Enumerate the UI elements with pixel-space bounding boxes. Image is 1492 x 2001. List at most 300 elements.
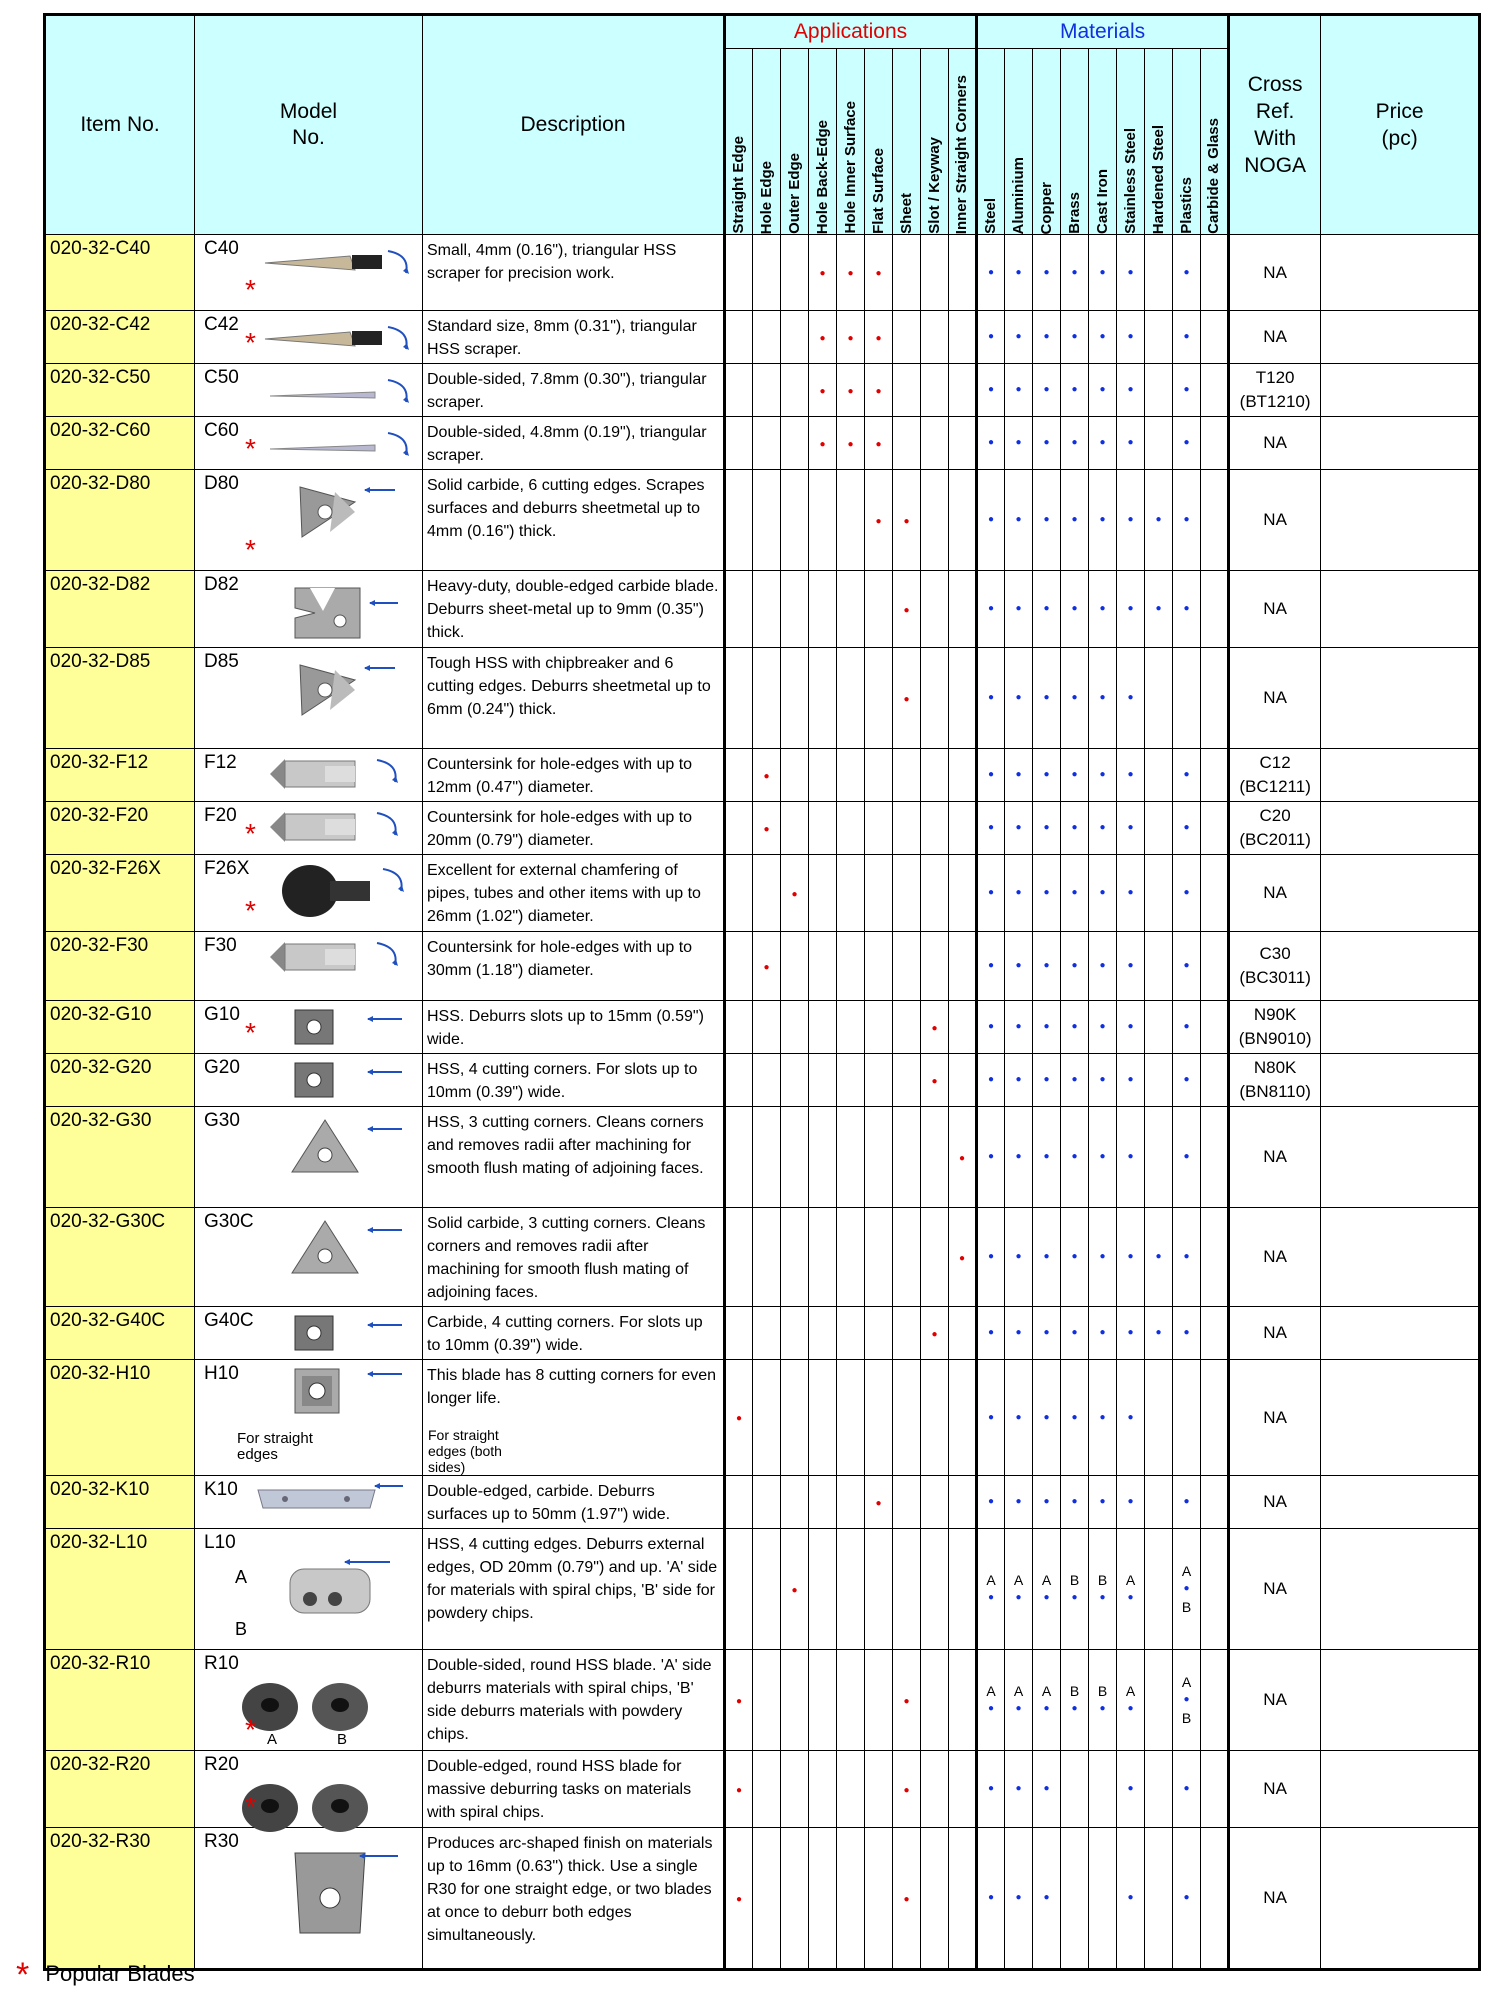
side-b-label: B	[337, 1731, 348, 1748]
mat-dot-icon: ●	[988, 266, 995, 278]
app-cell	[893, 932, 921, 1001]
app-cell	[753, 1529, 781, 1650]
app-cell	[781, 1054, 809, 1107]
arc-blade-icon	[290, 1848, 400, 1943]
app-cell	[865, 470, 893, 571]
app-cell	[865, 571, 893, 648]
header-app-col: Hole Inner Surface	[837, 49, 865, 235]
double-scraper-icon	[260, 376, 410, 411]
mat-cell	[1033, 1360, 1061, 1476]
mat-cell	[1117, 1107, 1145, 1208]
price	[1321, 1208, 1480, 1307]
app-dot-icon: ●	[875, 1497, 882, 1509]
mat-cell	[1117, 571, 1145, 648]
description: Heavy-duty, double-edged carbide blade. Deburrs sheet-metal up to 9mm (0.35") thick.	[423, 571, 725, 648]
popular-star-icon: *	[245, 1714, 256, 1745]
table-row	[45, 1307, 1480, 1360]
mat-cell	[1201, 1001, 1229, 1054]
mat-cell	[1173, 932, 1201, 1001]
description: Solid carbide, 6 cutting edges. Scrapes surfaces and deburrs sheetmetal up to 4mm (0.16") thick.	[423, 470, 725, 571]
model-no: C42	[204, 314, 239, 335]
model-cell	[195, 1650, 423, 1751]
countersink-icon	[265, 754, 415, 799]
mat-cell	[977, 417, 1005, 470]
mat-dot-icon: ●	[1183, 1496, 1190, 1507]
mat-cell	[1117, 749, 1145, 802]
app-cell	[809, 1529, 837, 1650]
model-cell	[195, 417, 423, 470]
description: HSS. Deburrs slots up to 15mm (0.59") wide.	[423, 1001, 725, 1054]
mat-cell	[1089, 802, 1117, 855]
mat-cell	[1089, 364, 1117, 417]
item-no: 020-32-F20	[45, 802, 195, 855]
model-cell	[195, 1529, 423, 1650]
mat-cell	[977, 571, 1005, 648]
app-cell	[893, 1650, 921, 1751]
mat-dot-icon: ●	[1183, 266, 1190, 278]
side-label: A	[1125, 1572, 1136, 1588]
app-cell	[921, 802, 949, 855]
mat-cell	[1173, 311, 1201, 364]
mat-cell	[1005, 1208, 1033, 1307]
mat-dot-icon: ●	[1071, 1251, 1078, 1262]
mat-cell	[1145, 1307, 1173, 1360]
mat-dot-icon: ●	[1155, 1251, 1162, 1262]
mat-cell	[1061, 1208, 1089, 1307]
price	[1321, 1054, 1480, 1107]
mat-cell	[1033, 1107, 1061, 1208]
header-mat-col: Cast Iron	[1089, 49, 1117, 235]
app-cell	[781, 311, 809, 364]
mat-cell	[1145, 311, 1173, 364]
table-row	[45, 364, 1480, 417]
mat-cell	[1145, 470, 1173, 571]
mat-cell	[1117, 802, 1145, 855]
mat-cell	[1061, 855, 1089, 932]
app-cell	[753, 417, 781, 470]
mat-dot-icon: ●	[988, 1496, 995, 1507]
table-row	[45, 855, 1480, 932]
mat-cell	[1005, 932, 1033, 1001]
app-cell	[753, 470, 781, 571]
app-cell	[893, 1001, 921, 1054]
mat-dot-icon: ●	[1183, 514, 1190, 525]
triangle-scraper-icon	[260, 247, 410, 282]
mat-cell	[1117, 1307, 1145, 1360]
model-no: R20	[204, 1754, 239, 1775]
app-cell	[865, 1307, 893, 1360]
mat-dot-icon: ●	[1071, 1592, 1078, 1603]
mat-dot-icon: ●	[988, 1892, 995, 1903]
app-cell	[865, 1054, 893, 1107]
mat-dot-icon: ●	[1127, 769, 1134, 780]
mat-dot-icon: ●	[1183, 1151, 1190, 1162]
app-cell	[781, 571, 809, 648]
side-label: A	[1041, 1572, 1052, 1588]
cross-ref: NA	[1229, 1751, 1321, 1828]
mat-cell	[977, 1001, 1005, 1054]
item-no: 020-32-C40	[45, 235, 195, 311]
mat-cell	[1089, 235, 1117, 311]
app-cell	[781, 1307, 809, 1360]
mat-dot-icon: ●	[1043, 1592, 1050, 1603]
app-cell	[865, 235, 893, 311]
app-cell	[725, 1476, 753, 1529]
header-price: Price (pc)	[1321, 15, 1480, 235]
cross-ref: NA	[1229, 1529, 1321, 1650]
mat-cell	[1201, 1476, 1229, 1529]
mat-cell	[1117, 364, 1145, 417]
item-no: 020-32-G10	[45, 1001, 195, 1054]
mat-dot-icon: ●	[1099, 1251, 1106, 1262]
app-cell	[949, 1107, 977, 1208]
popular-star-icon: *	[16, 1956, 30, 1994]
model-no: D85	[204, 651, 239, 672]
app-cell	[809, 749, 837, 802]
mat-cell	[977, 749, 1005, 802]
app-dot-icon: ●	[735, 1695, 743, 1707]
app-dot-icon: ●	[959, 1252, 966, 1264]
mat-dot-icon: ●	[1015, 1592, 1022, 1603]
side-label: A	[1013, 1683, 1024, 1699]
app-cell	[949, 1650, 977, 1751]
mat-dot-icon: ●	[988, 692, 995, 703]
description: Small, 4mm (0.16"), triangular HSS scraper for precision work.	[423, 235, 725, 311]
mat-dot-icon: ●	[988, 960, 995, 971]
mat-cell	[1201, 802, 1229, 855]
mat-cell	[1173, 1360, 1201, 1476]
mat-cell	[1089, 855, 1117, 932]
mat-cell	[1033, 1828, 1061, 1970]
mat-cell	[1005, 470, 1033, 571]
description: Double-edged, carbide. Deburrs surfaces up to 50mm (1.97") wide.	[423, 1476, 725, 1529]
mat-cell	[1145, 802, 1173, 855]
mat-cell	[1117, 1208, 1145, 1307]
mat-dot-icon: ●	[1099, 603, 1106, 614]
app-cell	[865, 802, 893, 855]
price	[1321, 1650, 1480, 1751]
mat-cell	[1033, 470, 1061, 571]
mat-cell	[1089, 470, 1117, 571]
mat-dot-icon: ●	[1071, 1703, 1078, 1714]
app-cell	[809, 1054, 837, 1107]
mat-dot-icon: ●	[1127, 822, 1134, 833]
mat-dot-icon: ●	[1183, 769, 1190, 780]
app-dot-icon: ●	[903, 1695, 910, 1707]
mat-cell	[977, 1751, 1005, 1828]
mat-cell	[1173, 1650, 1201, 1751]
mat-cell	[1089, 1751, 1117, 1828]
mat-cell	[1117, 1529, 1145, 1650]
mat-cell	[1033, 364, 1061, 417]
app-cell	[921, 417, 949, 470]
mat-cell	[1201, 855, 1229, 932]
app-dot-icon: ●	[903, 604, 910, 616]
app-cell	[725, 1360, 753, 1476]
mat-dot-icon: ●	[1099, 887, 1106, 898]
mat-dot-icon: ●	[1099, 1021, 1106, 1032]
app-cell	[809, 648, 837, 749]
side-label: A	[986, 1572, 996, 1588]
app-cell	[837, 571, 865, 648]
app-cell	[837, 1208, 865, 1307]
mat-dot-icon: ●	[1127, 692, 1134, 703]
app-cell	[949, 364, 977, 417]
mat-dot-icon: ●	[1099, 960, 1106, 971]
mat-cell	[1033, 1476, 1061, 1529]
mat-dot-icon: ●	[1015, 1251, 1022, 1262]
app-dot-icon: ●	[875, 332, 882, 344]
app-cell	[837, 1054, 865, 1107]
mat-dot-icon: ●	[988, 1074, 995, 1085]
price	[1321, 855, 1480, 932]
mat-cell	[1173, 364, 1201, 417]
app-dot-icon: ●	[819, 438, 826, 450]
cross-ref: N80K (BN8110)	[1229, 1054, 1321, 1107]
mat-dot-icon: ●	[1043, 1892, 1050, 1903]
app-cell	[753, 932, 781, 1001]
mat-cell	[1145, 1208, 1173, 1307]
mat-dot-icon: ●	[1127, 1251, 1134, 1262]
cross-ref: NA	[1229, 1360, 1321, 1476]
mat-dot-icon: ●	[1015, 437, 1022, 448]
side-label: B	[1181, 1710, 1192, 1726]
app-cell	[809, 1828, 837, 1970]
mat-dot-icon: ●	[1015, 1703, 1022, 1714]
cross-ref: NA	[1229, 235, 1321, 311]
mat-cell	[977, 1307, 1005, 1360]
app-dot-icon: ●	[903, 1784, 910, 1796]
triangle-insert-icon	[290, 1117, 410, 1182]
app-dot-icon: ●	[791, 1584, 798, 1596]
mat-cell	[1089, 311, 1117, 364]
mat-cell	[1033, 1054, 1061, 1107]
description: HSS, 3 cutting corners. Cleans corners and removes radii after machining for smooth flush mating of adjoining faces.	[423, 1107, 725, 1208]
table-row	[45, 1107, 1480, 1208]
mat-dot-icon: ●	[1071, 1151, 1078, 1162]
app-cell	[725, 311, 753, 364]
mat-cell	[1033, 571, 1061, 648]
mat-dot-icon: ●	[988, 331, 995, 342]
mat-cell	[977, 1529, 1005, 1650]
mat-dot-icon: ●	[1043, 603, 1050, 614]
mat-dot-icon: ●	[1015, 769, 1022, 780]
app-cell	[949, 311, 977, 364]
mat-dot-icon: ●	[1043, 1327, 1050, 1338]
mat-cell	[1117, 417, 1145, 470]
mat-cell	[977, 1107, 1005, 1208]
mat-cell	[1089, 1208, 1117, 1307]
popular-star-icon: *	[245, 895, 256, 926]
app-cell	[725, 1001, 753, 1054]
app-cell	[809, 311, 837, 364]
mat-cell	[1005, 648, 1033, 749]
app-cell	[921, 749, 949, 802]
app-cell	[949, 1476, 977, 1529]
mat-cell	[1005, 1307, 1033, 1360]
price	[1321, 364, 1480, 417]
mat-cell	[1005, 1360, 1033, 1476]
mat-cell	[1117, 1828, 1145, 1970]
mat-cell	[977, 1476, 1005, 1529]
item-no: 020-32-R30	[45, 1828, 195, 1970]
popular-star-icon: *	[245, 274, 256, 305]
price	[1321, 1307, 1480, 1360]
mat-cell	[1173, 749, 1201, 802]
app-cell	[781, 749, 809, 802]
mat-dot-icon: ●	[1183, 1783, 1190, 1794]
app-cell	[781, 932, 809, 1001]
mat-cell	[1145, 364, 1173, 417]
mat-cell	[1145, 1107, 1173, 1208]
table-row	[45, 1650, 1480, 1751]
app-cell	[837, 470, 865, 571]
mat-cell	[1201, 1307, 1229, 1360]
app-cell	[837, 802, 865, 855]
app-cell	[921, 235, 949, 311]
app-dot-icon: ●	[903, 693, 910, 705]
mat-dot-icon: ●	[1099, 822, 1106, 833]
model-no: H10	[204, 1363, 239, 1384]
mat-cell	[1201, 648, 1229, 749]
app-cell	[949, 749, 977, 802]
app-cell	[949, 1751, 977, 1828]
mat-dot-icon: ●	[1015, 1892, 1022, 1903]
header-app-col: Hole Edge	[753, 49, 781, 235]
mat-dot-icon: ●	[1071, 1327, 1078, 1338]
header-model-no: Model No.	[195, 15, 423, 235]
chamfer-bell-icon	[275, 861, 425, 926]
app-cell	[725, 1529, 753, 1650]
app-cell	[921, 470, 949, 571]
app-cell	[865, 1751, 893, 1828]
square-blade-icon	[290, 1007, 410, 1052]
table-row	[45, 1208, 1480, 1307]
app-cell	[865, 1650, 893, 1751]
mat-dot-icon: ●	[1043, 822, 1050, 833]
mat-dot-icon: ●	[988, 603, 995, 614]
app-cell	[921, 311, 949, 364]
app-cell	[921, 1360, 949, 1476]
app-cell	[837, 1476, 865, 1529]
app-dot-icon: ●	[959, 1152, 966, 1164]
header-app-col: Flat Surface	[865, 49, 893, 235]
table-row	[45, 1054, 1480, 1107]
app-cell	[921, 1529, 949, 1650]
app-cell	[837, 1650, 865, 1751]
mat-dot-icon: ●	[1015, 1021, 1022, 1032]
mat-cell	[1173, 571, 1201, 648]
mat-dot-icon: ●	[1127, 1892, 1134, 1903]
mat-dot-icon: ●	[1099, 331, 1106, 342]
app-dot-icon: ●	[847, 438, 854, 450]
mat-cell	[1201, 417, 1229, 470]
app-cell	[725, 470, 753, 571]
app-cell	[837, 235, 865, 311]
app-cell	[837, 648, 865, 749]
app-cell	[865, 1476, 893, 1529]
model-cell	[195, 749, 423, 802]
mat-cell	[977, 648, 1005, 749]
mat-dot-icon: ●	[1071, 437, 1078, 448]
mat-cell	[1061, 417, 1089, 470]
mat-dot-icon: ●	[1071, 514, 1078, 525]
app-cell	[753, 571, 781, 648]
app-dot-icon: ●	[847, 385, 854, 397]
mat-dot-icon: ●	[988, 769, 995, 780]
mat-cell	[1033, 1307, 1061, 1360]
side-a-label: A	[235, 1567, 248, 1587]
mat-dot-icon: ●	[1015, 266, 1022, 278]
mat-cell	[1061, 470, 1089, 571]
mat-dot-icon: ●	[1183, 1694, 1190, 1705]
mat-cell	[1201, 1107, 1229, 1208]
mat-dot-icon: ●	[1183, 331, 1190, 342]
square-blade-icon	[290, 1060, 410, 1105]
app-cell	[781, 855, 809, 932]
side-label: A	[1181, 1563, 1192, 1579]
mat-dot-icon: ●	[1127, 1074, 1134, 1085]
mat-cell	[1173, 1828, 1201, 1970]
mat-dot-icon: ●	[1043, 1783, 1050, 1794]
model-no: F20	[204, 805, 237, 826]
mat-cell	[1173, 648, 1201, 749]
app-cell	[837, 311, 865, 364]
description: Double-sided, 7.8mm (0.30"), triangular scraper.	[423, 364, 725, 417]
app-cell	[809, 235, 837, 311]
app-cell	[809, 1476, 837, 1529]
app-cell	[753, 802, 781, 855]
app-cell	[725, 855, 753, 932]
app-cell	[725, 571, 753, 648]
cross-ref: NA	[1229, 417, 1321, 470]
model-no: F12	[204, 752, 237, 773]
app-cell	[865, 749, 893, 802]
cross-ref: NA	[1229, 855, 1321, 932]
app-cell	[949, 470, 977, 571]
mat-cell	[1145, 1001, 1173, 1054]
model-no: R10	[204, 1653, 239, 1674]
mat-cell	[1005, 802, 1033, 855]
side-label: B	[1181, 1599, 1192, 1615]
price	[1321, 1476, 1480, 1529]
item-no: 020-32-D85	[45, 648, 195, 749]
header-mat-col: Brass	[1061, 49, 1089, 235]
popular-star-icon: *	[245, 818, 256, 849]
mat-cell	[1005, 1001, 1033, 1054]
model-no: G20	[204, 1057, 240, 1078]
mat-dot-icon: ●	[988, 887, 995, 898]
app-cell	[781, 1529, 809, 1650]
app-cell	[725, 648, 753, 749]
mat-cell	[1089, 1650, 1117, 1751]
app-cell	[753, 855, 781, 932]
app-cell	[809, 571, 837, 648]
app-cell	[949, 417, 977, 470]
app-cell	[837, 1751, 865, 1828]
mat-cell	[1033, 1001, 1061, 1054]
header-cross-ref: Cross Ref. With NOGA	[1229, 15, 1321, 235]
app-cell	[893, 1107, 921, 1208]
countersink-icon	[265, 937, 415, 982]
header-item-no: Item No.	[45, 15, 195, 235]
mat-cell	[1061, 364, 1089, 417]
app-cell	[725, 802, 753, 855]
mat-dot-icon: ●	[988, 1783, 995, 1794]
mat-dot-icon: ●	[1015, 1327, 1022, 1338]
model-cell	[195, 571, 423, 648]
side-label: A	[1041, 1683, 1052, 1699]
